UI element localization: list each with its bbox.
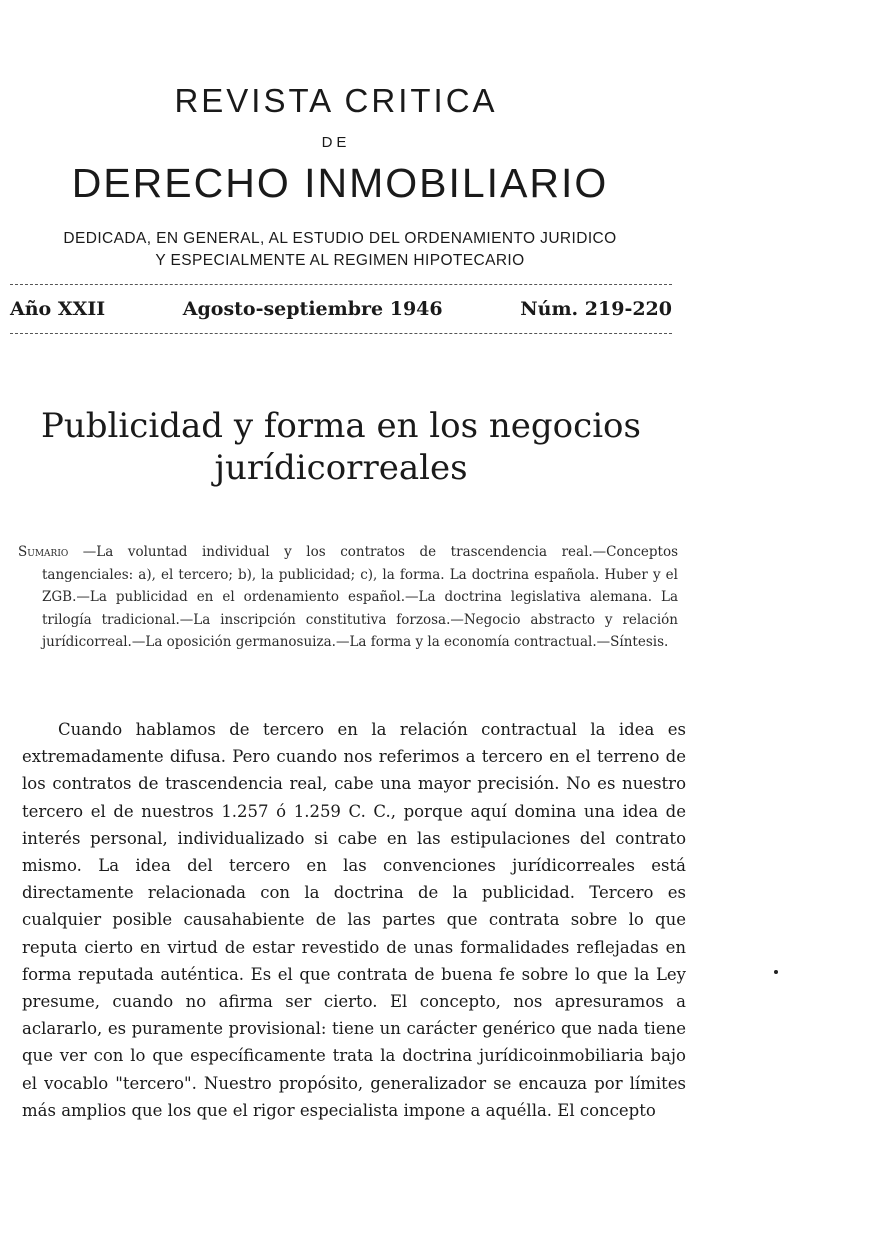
article-title-line1: Publicidad y forma en los negocios <box>41 406 641 446</box>
top-divider <box>10 284 672 285</box>
masthead-subtitle <box>8 228 672 272</box>
body-paragraph: Cuando hablamos de tercero en la relación contractual la idea es extremadamente difusa. Pero cuando nos referimos a tercero en el terreno de los contratos de trascendencia real, cabe una mayor precisión. No es nuestro tercero el de nuestros 1.257 ó 1.259 C. C., porque aquí domina una idea de interés personal, individualizado si cabe en las estipulaciones del contrato mismo. La idea del tercero en las convenciones jurídicorreales está directamente relacionada con la doctrina de la publicidad. Tercero es cualquier posible causahabiente de las partes que contrata sobre lo que reputa cierto en virtud de estar revestido de unas formalidades reflejadas en forma reputada auténtica. Es el que contrata de buena fe sobre lo que la Ley presume, cuando no afirma ser cierto. El concepto, nos apresuramos a aclararlo, es puramente provisional: tiene un carácter genérico que nada tiene que ver con lo que específicamente trata la doctrina jurídicoinmobiliaria bajo el vocablo "tercero". Nuestro propósito, generalizador se encauza por límites más amplios que los que el rigor especialista impone a aquélla. El concepto <box>22 720 686 1120</box>
masthead-main-title: DERECHO INMOBILIARIO <box>71 160 609 206</box>
bottom-divider <box>10 333 672 334</box>
masthead-title: REVISTA CRITICA <box>174 82 498 119</box>
issue-year: Año XXII <box>10 298 106 320</box>
article-title-line2: jurídicorreales <box>214 448 468 488</box>
summary-text: —La voluntad individual y los contratos de trascendencia real.—Conceptos tangenciales: a), el tercero; b), la publicidad; c), la forma. La doctrina española. Huber y el ZGB.—La publicidad en el ordenamiento español.—La doctrina legislativa alemana. La trilogía tradicional.—La inscripción constitutiva forzosa.—Negocio abstracto y relación jurídicorreal.—La oposición germanosuiza.—La forma y la economía contractual.—Síntesis. <box>42 544 678 650</box>
print-speck <box>774 970 778 974</box>
masthead-subtitle-line1: DEDICADA, EN GENERAL, AL ESTUDIO DEL ORDENAMIENTO JURIDICO <box>63 230 617 247</box>
summary-label: Sumario <box>18 544 69 560</box>
article-summary <box>18 541 678 654</box>
article-title <box>10 405 672 489</box>
masthead-connector: DE <box>321 134 351 151</box>
masthead-subtitle-line2: Y ESPECIALMENTE AL REGIMEN HIPOTECARIO <box>155 252 525 269</box>
issue-info <box>10 298 672 320</box>
issue-date: Agosto-septiembre 1946 <box>182 298 443 320</box>
issue-number: Núm. 219-220 <box>520 298 672 320</box>
